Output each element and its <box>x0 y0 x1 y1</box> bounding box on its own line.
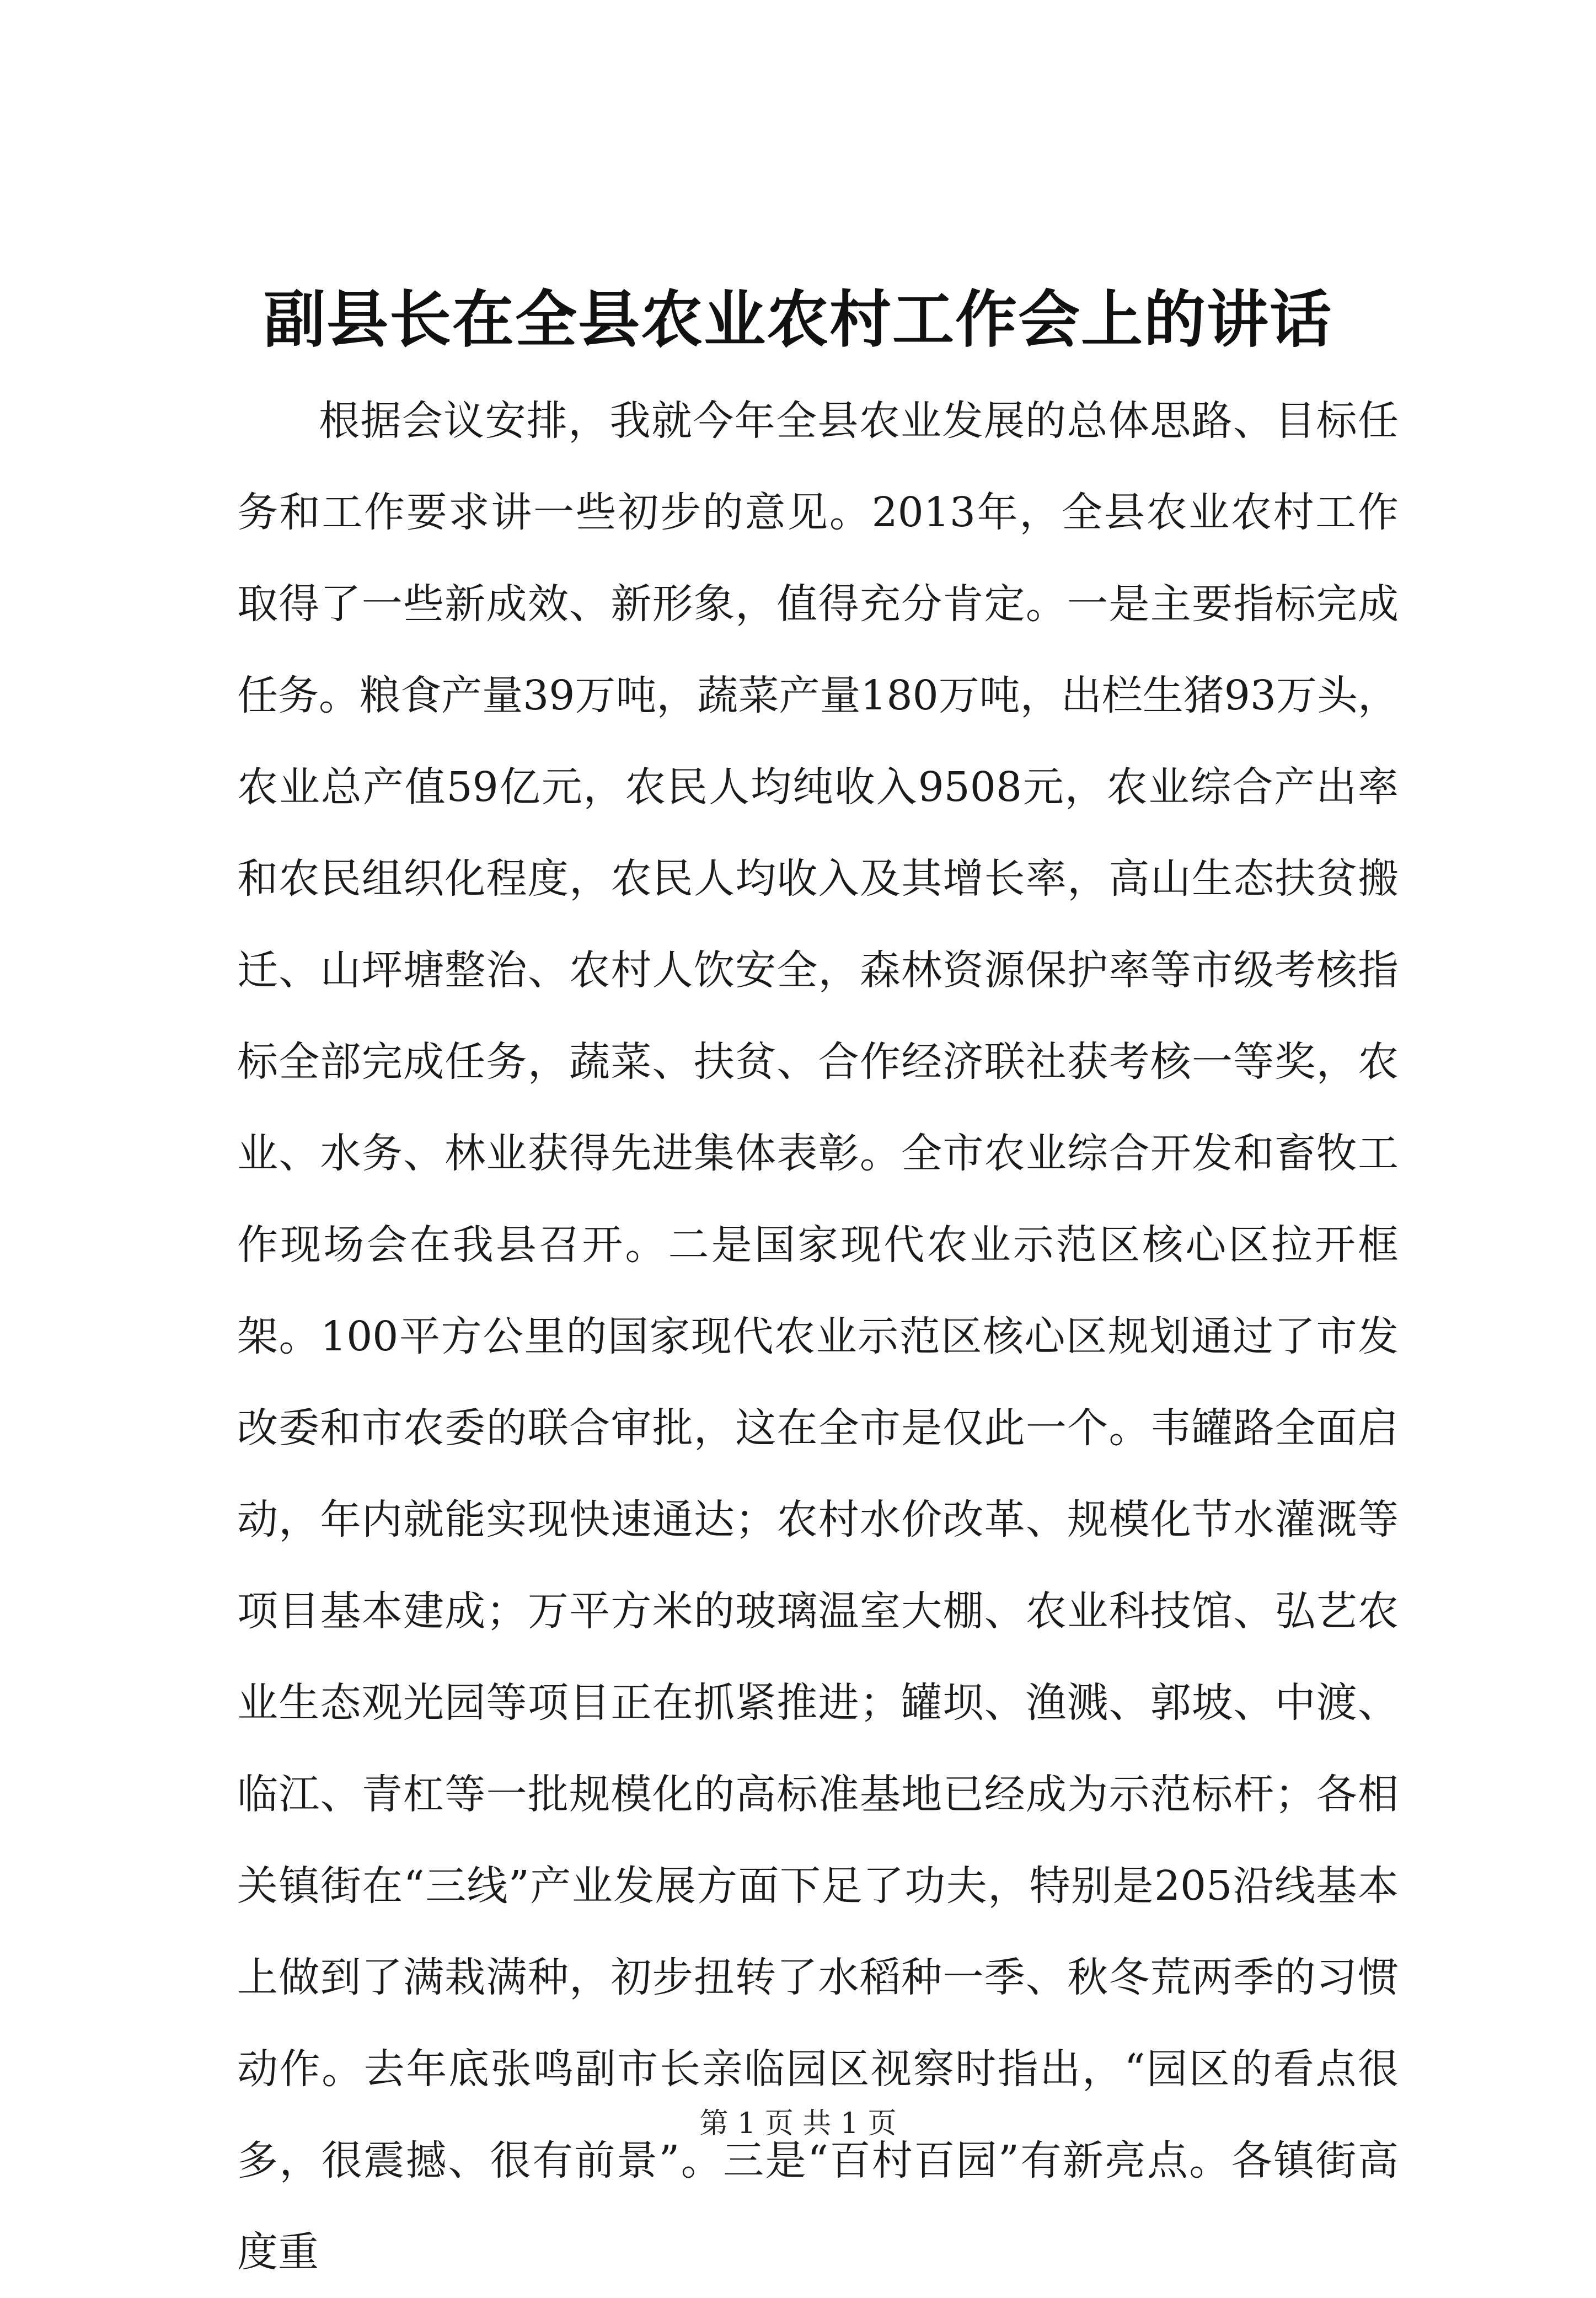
page-footer: 第 1 页 共 1 页 <box>699 2107 897 2140</box>
document-body <box>237 375 1399 2298</box>
body-paragraph: 根据会议安排，我就今年全县农业发展的总体思路、目标任务和工作要求讲一些初步的意见。2013年，全县农业农村工作取得了一些新成效、新形象，值得充分肯定。一是主要指标完成任务。粮食产量39万吨，蔬菜产量180万吨，出栏生猪93万头，农业总产值59亿元，农民人均纯收入9508元，农业综合产出率和农民组织化程度，农民人均收入及其增长率，高山生态扶贫搬迁、山坪塘整治、农村人饮安全，森林资源保护率等市级考核指标全部完成任务，蔬菜、扶贫、合作经济联社获考核一等奖，农业、水务、林业获得先进集体表彰。全市农业综合开发和畜牧工作现场会在我县召开。二是国家现代农业示范区核心区拉开框架。100平方公里的国家现代农业示范区核心区规划通过了市发改委和市农委的联合审批，这在全市是仅此一个。韦罐路全面启动，年内就能实现快速通达；农村水价改革、规模化节水灌溉等项目基本建成；万平方米的玻璃温室大棚、农业科技馆、弘艺农业生态观光园等项目正在抓紧推进；罐坝、渔溅、郭坡、中渡、临江、青杠等一批规模化的高标准基地已经成为示范标杆；各相关镇街在“三线”产业发展方面下足了功夫，特别是205沿线基本上做到了满栽满种，初步扭转了水稻种一季、秋冬荒两季的习惯动作。去年底张鸣副市长亲临园区视察时指出，“园区的看点很多，很震撼、很有前景”。三是“百村百园”有新亮点。各镇街高度重 <box>237 397 1399 2276</box>
document-title: 副县长在全县农业农村工作会上的讲话 <box>264 284 1332 356</box>
